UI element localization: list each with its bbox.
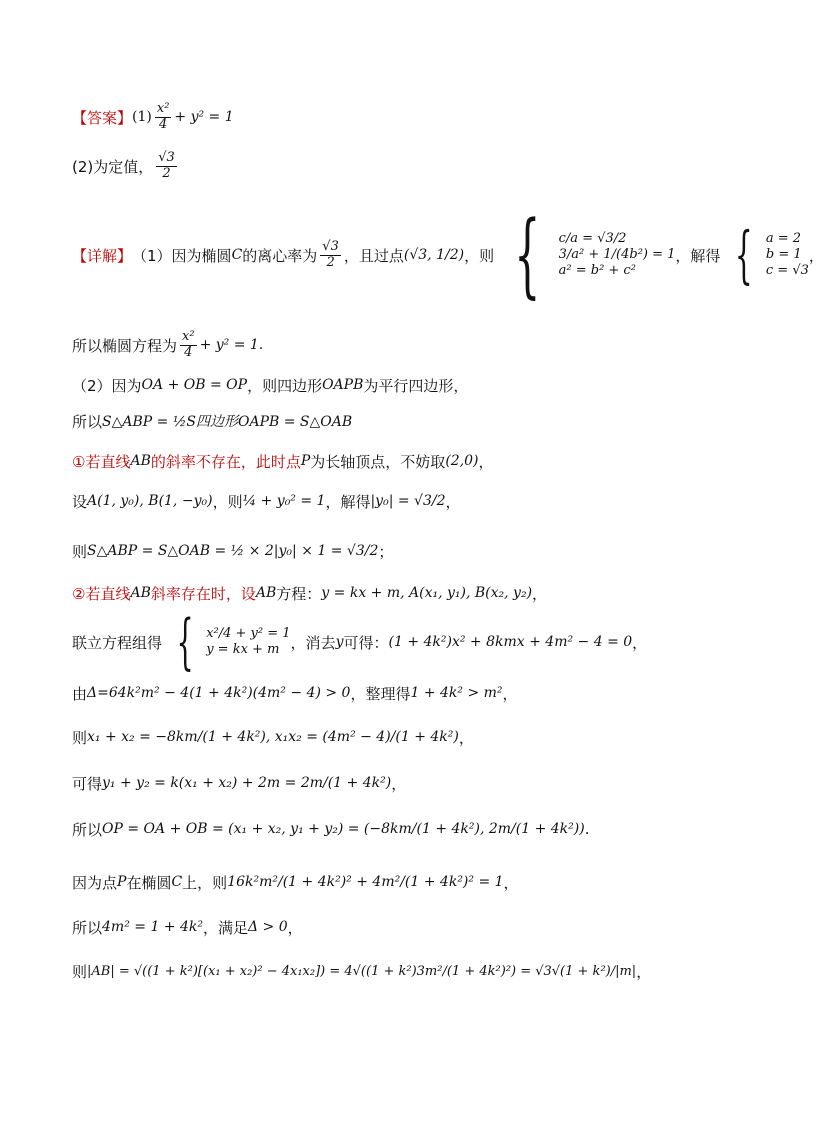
case2-text-c: 斜率存在时，设 [150,584,256,603]
answer-part1-rest: + y² = 1 [174,109,234,125]
answer-frac-num: x² [156,100,170,116]
discriminant-equation: Δ=64k²m² − 4(1 + 4k²)(4m² − 4) > 0 [87,685,351,701]
system1-row-2: 3/a² + 1/(4b²) = 1 [558,246,676,262]
system3-row-2: y = kx + m [206,642,280,657]
area-relation-equation: S△ABP = ½S四边形OAPB = S△OAB [102,414,353,430]
case2-line-ab-2: AB [255,585,277,601]
setup-solution: |y₀| = √3/2 [370,493,446,509]
vieta-text-a: 则 [72,728,88,747]
setup-points: A(1, y₀), B(1, −y₀) [87,493,213,509]
poe-text-a: 因为点 [72,873,118,892]
case1-text-e: 为长轴顶点，不妨取 [310,452,446,471]
answer-line-1 [72,100,234,134]
eccentricity-fraction [320,240,341,271]
detail-text-b: 的离心率为 [242,246,318,265]
left-brace-icon: { [514,201,541,308]
answer-fraction [155,102,172,133]
discriminant-text-a: 由 [72,684,88,703]
answer-frac-den: 4 [158,116,168,132]
setup-text-b: ，则 [212,492,243,511]
answer-part2-num: √3 [158,149,175,165]
case1-area-equation: S△ABP = S△OAB = ½ × 2|y₀| × 1 = √3/2 [87,543,379,559]
condition-equation: 4m² = 1 + 4k² [102,919,203,935]
ecc-num: √3 [322,238,339,254]
system-text-a: 联立方程组得 [72,633,163,652]
answer-part2-den: 2 [162,165,171,181]
ellipse-name-c: C [231,247,243,263]
system3-row-1: x²/4 + y² = 1 [206,625,291,641]
ellipse-equation-rest: + y² = 1. [199,337,264,353]
point-coords: (√3, 1/2) [403,247,465,263]
system2-row-2: b = 1 [765,246,802,262]
answer-part1-prefix: (1) [132,109,152,125]
poe-point-p: P [117,874,127,890]
variable-y: y [335,634,344,650]
y-sum-line [72,766,406,800]
system1-row-3: a² = b² + c² [558,263,636,279]
equation-system-1 [498,201,676,308]
answer-part2-fraction [156,151,177,182]
case1-point-p: P [300,453,311,469]
case1-line-ab: AB [130,453,151,469]
system2-row-3: c = √3 [765,263,809,279]
case1-text-c: 的斜率不存在，此时点 [150,452,301,471]
part2-text-d: 为平行四边形， [363,376,469,395]
op-vector-line [72,812,589,846]
left-brace-icon: { [735,218,754,291]
poe-equation: 16k²m²/(1 + 4k²)² + 4m²/(1 + 4k²)² = 1 [227,874,504,890]
discriminant-text-b: ，整理得 [350,684,411,703]
chord-length-line [72,948,651,994]
ecc-den: 2 [326,254,335,270]
case1-text-a: ①若直线 [72,452,131,471]
system-text-b: ，消去 [290,633,336,652]
ellipse-equation-fraction [180,330,197,361]
ellipse-equation-text: 所以椭圆方程为 [72,336,178,355]
part2-text-a: （2）因为 [72,376,142,395]
case1-area-text-b: ； [378,542,394,561]
detail-text-a: （1）因为椭圆 [132,246,232,265]
system1-row-1: c/a = √3/2 [558,230,627,246]
condition-text-a: 所以 [72,918,103,937]
y-sum-text-b: ， [391,774,407,793]
chord-text-a: 则 [72,962,88,981]
op-vector-text-a: 所以 [72,820,103,839]
setup-text-a: 设 [72,492,88,511]
condition-delta: Δ > 0 [248,919,288,935]
case1-setup-line [72,484,461,518]
condition-line [72,914,303,940]
chord-text-b: ， [636,962,652,981]
case2-line-ab: AB [130,585,151,601]
op-vector-text-b: . [584,820,590,838]
case2-text-f: ， [532,584,548,603]
case1-point-coords: (2,0) [445,453,479,469]
vieta-equation: x₁ + x₂ = −8km/(1 + 4k²), x₁x₂ = (4m² − 4)/(1 + 4k²) [87,729,459,745]
poe-ellipse-c: C [171,874,183,890]
discriminant-text-c: ， [502,684,518,703]
answer-line-2 [72,148,180,184]
case2-line [72,580,547,606]
poe-text-e: 上，则 [182,873,228,892]
left-brace-icon: { [176,607,194,677]
case1-line [72,448,494,474]
system-line [72,607,648,677]
part2-intro-line [72,372,468,398]
setup-text-d: ， [445,492,461,511]
detail-text-e: ，则 [464,246,495,265]
setup-equation: ¼ + y₀² = 1 [242,493,326,509]
case1-text-g: ， [478,452,494,471]
poe-text-f: ， [503,873,519,892]
vector-sum-equation: OA + OB = OP [141,377,248,393]
case2-text-a: ②若直线 [72,584,131,603]
area-text-a: 所以 [72,412,103,431]
detail-line-1 [72,196,824,314]
y-sum-equation: y₁ + y₂ = k(x₁ + x₂) + 2m = 2m/(1 + 4k²) [102,775,392,791]
system-text-e: ， [632,633,648,652]
detail-tag: 【详解】 [72,246,133,265]
condition-text-c: ， [287,918,303,937]
detail-text-d: ，且过点 [343,246,404,265]
equation-system-3 [166,607,291,677]
detail-text-g: ， [808,246,824,265]
case1-area-text-a: 则 [72,542,88,561]
answer-tag: 【答案】 [72,108,133,127]
answer-part2-prefix: (2)为定值， [72,157,154,176]
quadratic-equation: (1 + 4k²)x² + 8kmx + 4m² − 4 = 0 [388,634,633,650]
setup-text-c: ，解得 [325,492,371,511]
ellipse-frac-den: 4 [184,344,193,360]
quadrilateral-name: OAPB [322,377,364,393]
vieta-text-b: ， [458,728,474,747]
y-sum-text-a: 可得 [72,774,103,793]
point-on-ellipse-line [72,864,519,900]
poe-text-c: 在椭圆 [126,873,172,892]
vieta-line [72,720,474,754]
case1-area-line [72,534,393,568]
ellipse-equation-line [72,328,263,362]
detail-text-f: ，解得 [675,246,721,265]
system2-row-1: a = 2 [765,230,802,246]
equation-system-2 [724,218,809,291]
chord-length-equation: |AB| = √((1 + k²)[(x₁ + x₂)² − 4x₁x₂]) = 4√((1 + k²)3m²/(1 + 4k²)²) = √3√(1 + k²)/|m| [87,963,637,979]
case2-equation: y = kx + m, A(x₁, y₁), B(x₂, y₂) [321,585,533,601]
discriminant-line [72,680,518,706]
ellipse-frac-num: x² [182,328,195,344]
op-vector-equation: OP = OA + OB = (x₁ + x₂, y₁ + y₂) = (−8km/(1 + 4k²), 2m/(1 + 4k²)) [102,821,585,837]
case2-text-e: 方程： [276,584,322,603]
area-relation-line [72,406,352,436]
condition-text-b: ，满足 [202,918,248,937]
part2-text-b: ，则四边形 [247,376,323,395]
discriminant-result: 1 + 4k² > m² [410,685,503,701]
system-text-d: 可得： [343,633,389,652]
